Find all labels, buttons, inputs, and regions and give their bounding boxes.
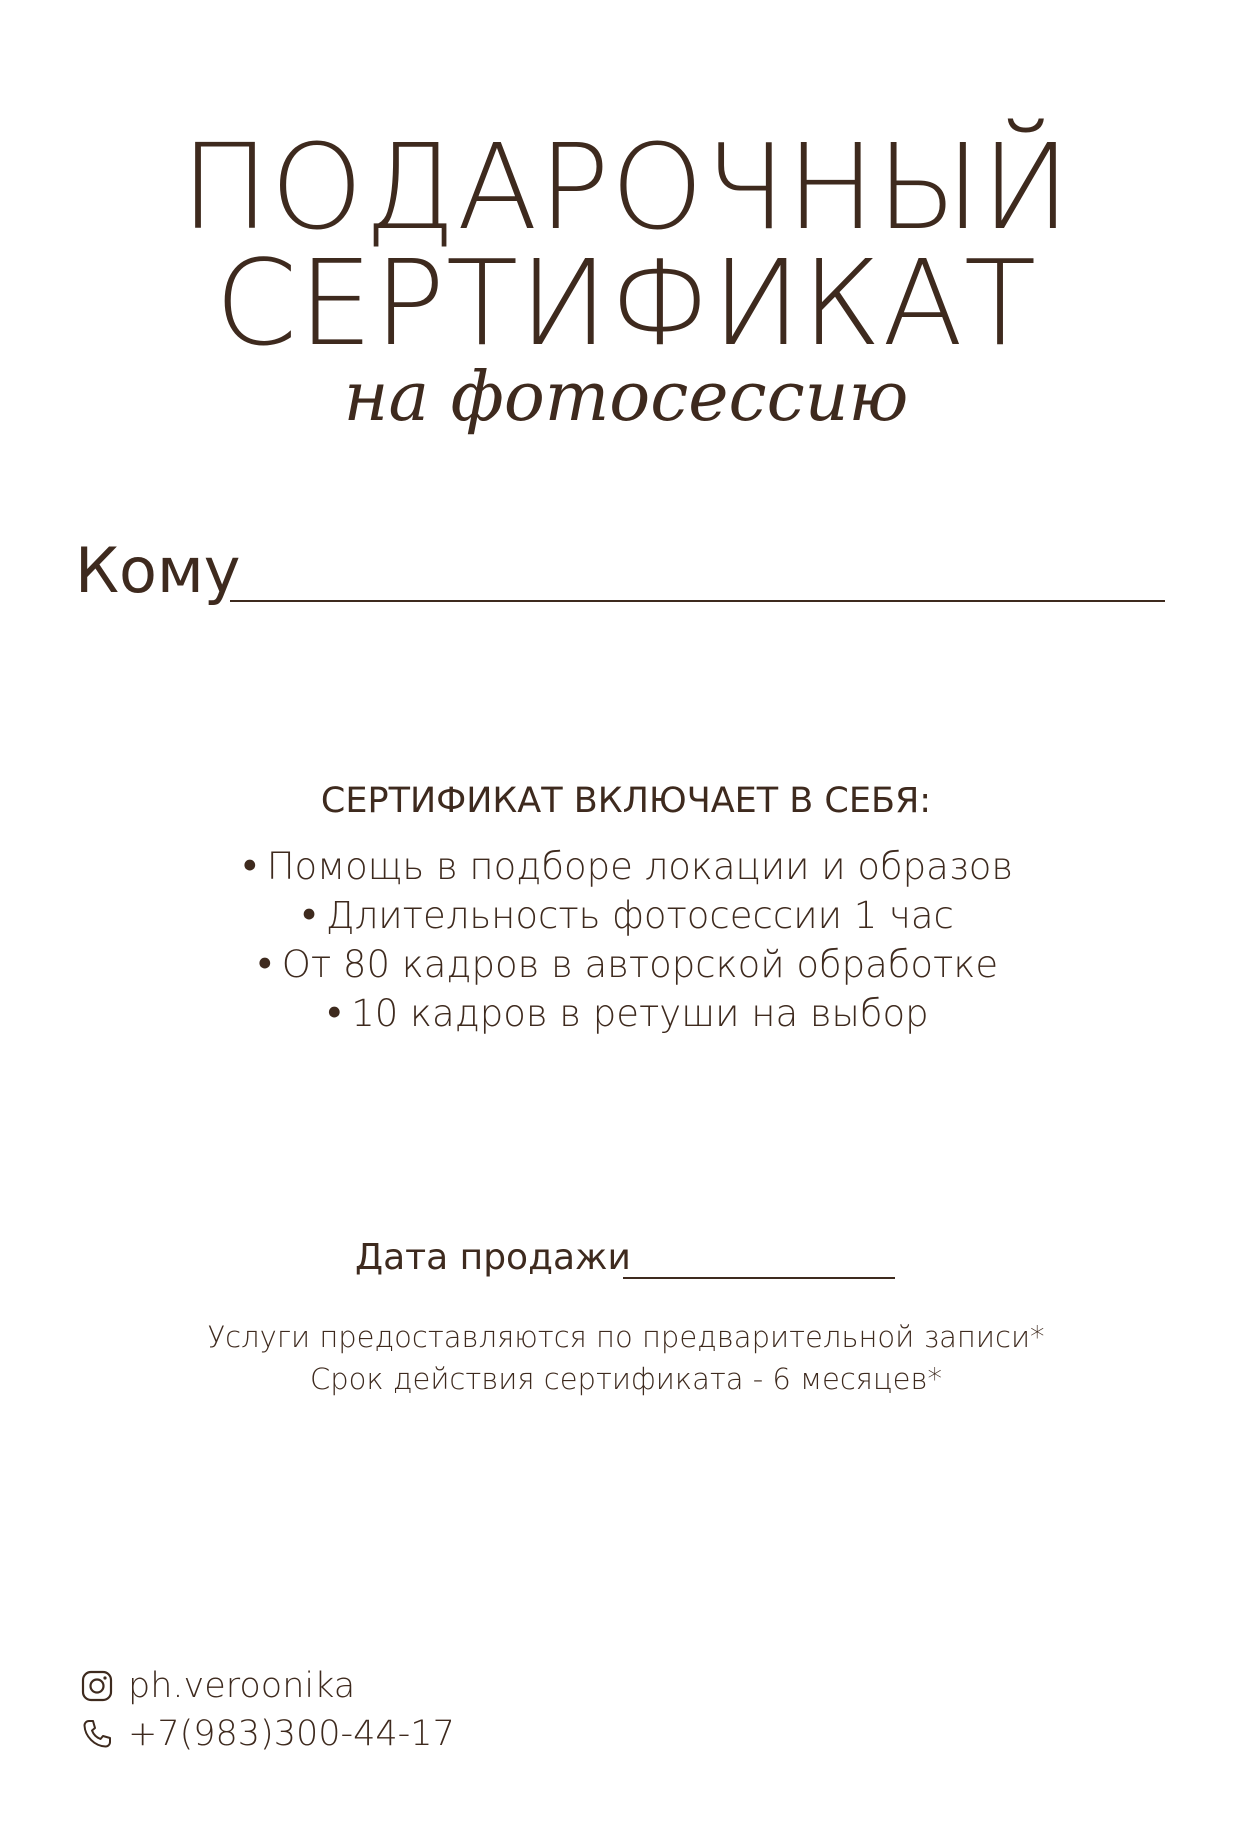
list-item-text: Помощь в подборе локации и образов bbox=[266, 845, 1014, 888]
contact-phone bbox=[80, 1712, 455, 1756]
certificate-subtitle: на фотосессию bbox=[343, 358, 909, 437]
certificate-title-line1: ПОДАРОЧНЫЙ bbox=[180, 118, 1072, 256]
recipient-label: Кому bbox=[75, 534, 241, 607]
sale-date-row bbox=[355, 1237, 895, 1290]
instagram-icon bbox=[80, 1669, 114, 1703]
sale-date-label: Дата продажи bbox=[355, 1237, 631, 1278]
list-item bbox=[0, 842, 1252, 891]
phone-number: +7(983)300-44-17 bbox=[128, 1713, 455, 1754]
recipient-row bbox=[75, 534, 1165, 610]
phone-icon bbox=[80, 1717, 114, 1751]
list-item-text: 10 кадров в ретуши на выбор bbox=[351, 992, 929, 1035]
list-item bbox=[0, 940, 1252, 989]
certificate-title-line2: СЕРТИФИКАТ bbox=[214, 234, 1038, 372]
note-booking: Услуги предоставляются по предварительной записи* bbox=[207, 1320, 1045, 1354]
list-item bbox=[0, 989, 1252, 1038]
instagram-handle: ph.veroonika bbox=[128, 1665, 356, 1706]
note-validity: Срок действия сертификата - 6 месяцев* bbox=[310, 1362, 942, 1396]
bullet-icon: • bbox=[298, 894, 320, 937]
bullet-icon: • bbox=[238, 845, 261, 888]
contact-instagram bbox=[80, 1664, 355, 1708]
list-item bbox=[0, 891, 1252, 940]
includes-heading: СЕРТИФИКАТ ВКЛЮЧАЕТ В СЕБЯ: bbox=[320, 781, 932, 821]
list-item-text: От 80 кадров в авторской обработке bbox=[281, 943, 999, 986]
includes-list bbox=[0, 842, 1252, 1038]
bullet-icon: • bbox=[323, 992, 346, 1035]
list-item-text: Длительность фотосессии 1 час bbox=[325, 894, 954, 937]
recipient-fill-line bbox=[230, 600, 1165, 602]
bullet-icon: • bbox=[253, 943, 276, 986]
sale-date-fill-line bbox=[623, 1277, 895, 1279]
notes bbox=[0, 1316, 1252, 1400]
